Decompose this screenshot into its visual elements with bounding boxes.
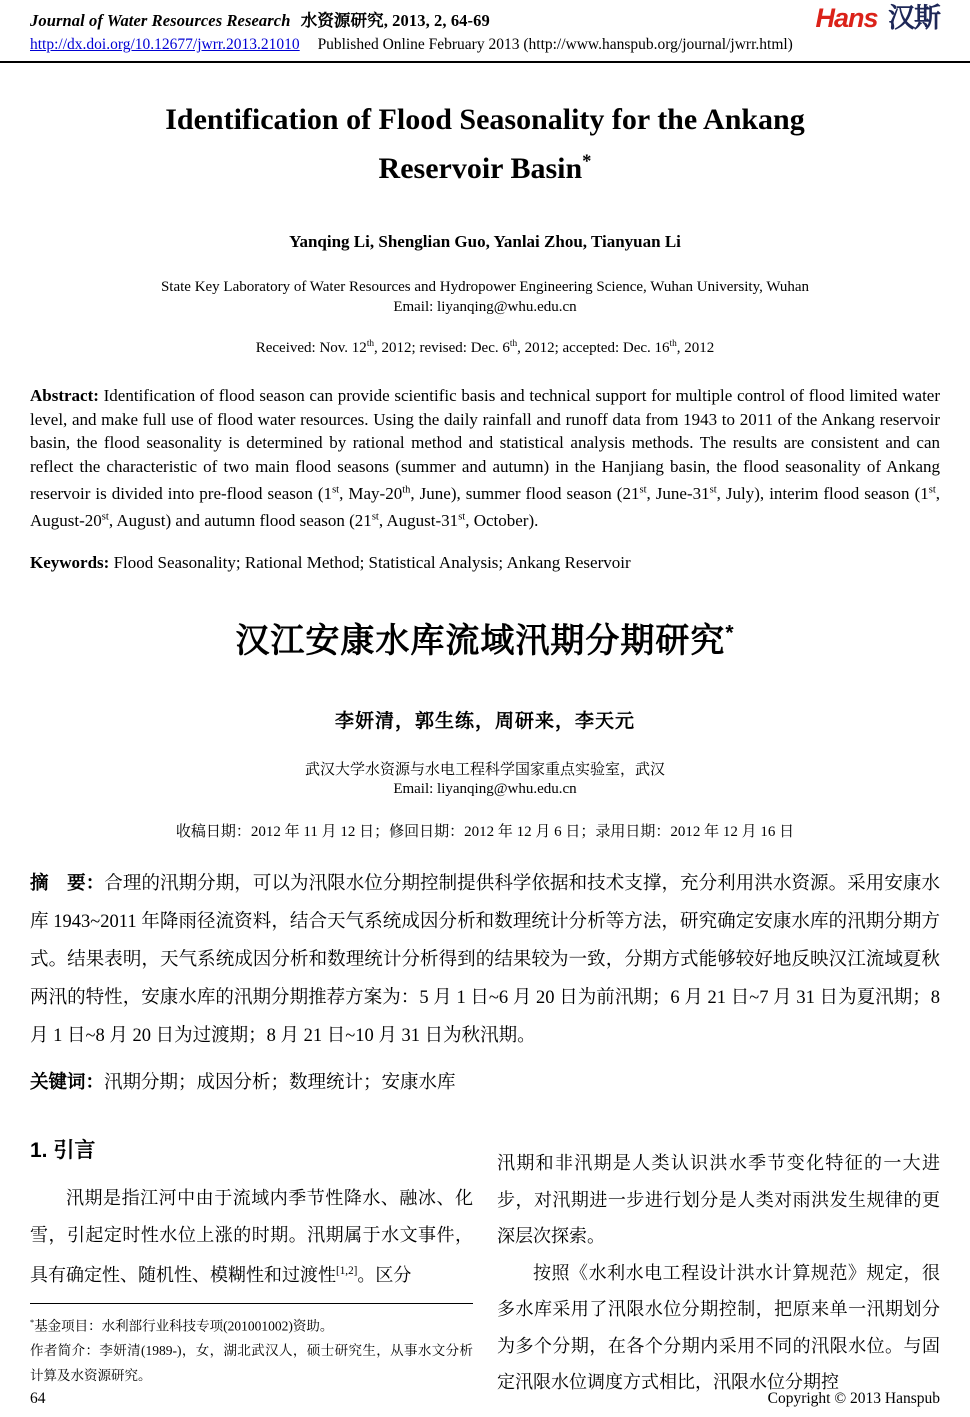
email-english: Email: liyanqing@whu.edu.cn [393, 299, 577, 315]
abstract-label: Abstract: [30, 386, 99, 405]
abstract-text: Identification of flood season can provide scientific basis and technical support for multiple control of flood limited water level, and make full use of flood water resources. Using the daily rainfall and runoff data from 1943 to 2011 of the Ankang reservoir basin, the flood seasonality is determined by rational method and statistical analysis methods. The results are consistent and can reflect the characteristic of two main flood seasons (summer and autumn) in the Hanjiang basin, the flood seasonality of Ankang reservoir is divided into pre-flood season (1st, May-20th, June), summer flood season (21st, June-31st, July), interim flood season (1st, August-20st, August) and autumn flood season (21st, August-31st, October). [30, 386, 941, 530]
hans-logo-chinese: 汉斯 [888, 3, 940, 33]
abstract-chinese [30, 864, 940, 1055]
journal-title-line [30, 7, 940, 31]
title-chinese-footnote-marker: * [725, 621, 735, 645]
abstract-chinese-text: 合理的汛期分期，可以为汛限水位分期控制提供科学依据和技术支撑，充分利用洪水资源。采用安康水库 1943~2011 年降雨径流资料，结合天气系统成因分析和数理统计分析等方法，研究确定安康水库的汛期分期方式。结果表明，天气系统成因分析和数理统计分析得到的结果较为一致，分期方式能够较好地反映汉江流域夏秋两汛的特性，安康水库的汛期分期推荐方案为：5 月 1 日~6 月 20 日为前汛期；6 月 21 日~7 月 31 日为夏汛期；8 月 1 日~8 月 20 日为过渡期；8 月 21 日~10 月 31 日为秋汛期。 [30, 874, 940, 1047]
left-column-paragraph: 汛期是指江河中由于流域内季节性降水、融冰、化雪，引起定时性水位上涨的时期。汛期属于水文事件，具有确定性、随机性、模糊性和过渡性[1,2]。区分 [30, 1188, 473, 1286]
keywords-text: Flood Seasonality; Rational Method; Statistical Analysis; Ankang Reservoir [109, 553, 631, 573]
keywords-chinese-text: 汛期分期；成因分析；数理统计；安康水库 [104, 1073, 456, 1094]
journal-name-chinese: 水资源研究, 2013, 2, 64-69 [300, 11, 490, 30]
title-footnote-marker: * [582, 151, 592, 172]
footnote-author-bio: 作者简介：李妍清(1989-)，女，湖北武汉人，硕士研究生，从事水文分析计算及水资源研究。 [30, 1343, 473, 1384]
keywords-chinese-label: 关键词： [30, 1071, 105, 1093]
doi-link[interactable]: http://dx.doi.org/10.12677/jwrr.2013.21010 [30, 36, 300, 53]
doi-line [30, 36, 940, 54]
title-chinese-text: 汉江安康水库流域汛期分期研究 [235, 622, 726, 661]
footnote-block [30, 1303, 473, 1389]
footnote-funding: *基金项目：水利部行业科技专项(201001002)资助。 [30, 1317, 334, 1334]
page-footer [30, 1390, 940, 1408]
paper-title-english [60, 99, 910, 190]
right-column [497, 1130, 940, 1401]
affiliation-english: State Key Laboratory of Water Resources and Hydropower Engineering Science, Wuhan University, Wuhan [160, 279, 810, 295]
page-number: 64 [30, 1390, 46, 1407]
keywords-chinese [30, 1068, 940, 1094]
email-chinese: Email: liyanqing@whu.edu.cn [393, 781, 577, 798]
title-line1: Identification of Flood Seasonality for the Ankang [165, 103, 805, 136]
received-dates-chinese: 收稿日期：2012 年 11 月 12 日；修回日期：2012 年 12 月 6 日；录用日期：2012 年 12 月 16 日 [175, 824, 795, 841]
authors-chinese: 李妍清，郭生练，周研来，李天元 [334, 711, 635, 733]
copyright-text: Copyright © 2013 Hanspub [767, 1390, 940, 1407]
left-column [30, 1130, 473, 1401]
body-columns [0, 1130, 970, 1401]
keywords-label: Keywords: [30, 553, 110, 573]
paper-title-chinese [0, 613, 970, 662]
received-dates-english: Received: Nov. 12th, 2012; revised: Dec. 6th, 2012; accepted: Dec. 16th, 2012 [255, 339, 715, 356]
hans-logo-latin: Hans [815, 3, 878, 33]
right-column-paragraph-1: 汛期和非汛期是人类认识洪水季节变化特征的一大进步，对汛期进一步进行划分是人类对雨洪发生规律的更深层次探索。 [497, 1153, 940, 1247]
abstract-english [30, 384, 940, 532]
journal-header [0, 0, 970, 63]
authors-english: Yanqing Li, Shenglian Guo, Yanlai Zhou, Tianyuan Li [289, 232, 681, 251]
journal-name-english: Journal of Water Resources Research [30, 11, 291, 30]
abstract-chinese-label: 摘 要： [30, 872, 105, 894]
keywords-english [30, 553, 940, 573]
right-column-paragraph-2: 按照《水利水电工程设计洪水计算规范》规定，很多水库采用了汛限水位分期控制，把原来单一汛期划分为多个分期，在各个分期内采用不同的汛限水位。与固定汛限水位调度方式相比，汛限水位分期控 [497, 1262, 940, 1393]
title-line2: Reservoir Basin [378, 152, 583, 185]
hans-publisher-logo [815, 3, 940, 33]
published-online-text: Published Online February 2013 (http://www.hanspub.org/journal/jwrr.html) [317, 36, 793, 53]
section-1-heading: 1. 引言 [30, 1139, 96, 1163]
affiliation-chinese: 武汉大学水资源与水电工程科学国家重点实验室，武汉 [304, 762, 665, 779]
